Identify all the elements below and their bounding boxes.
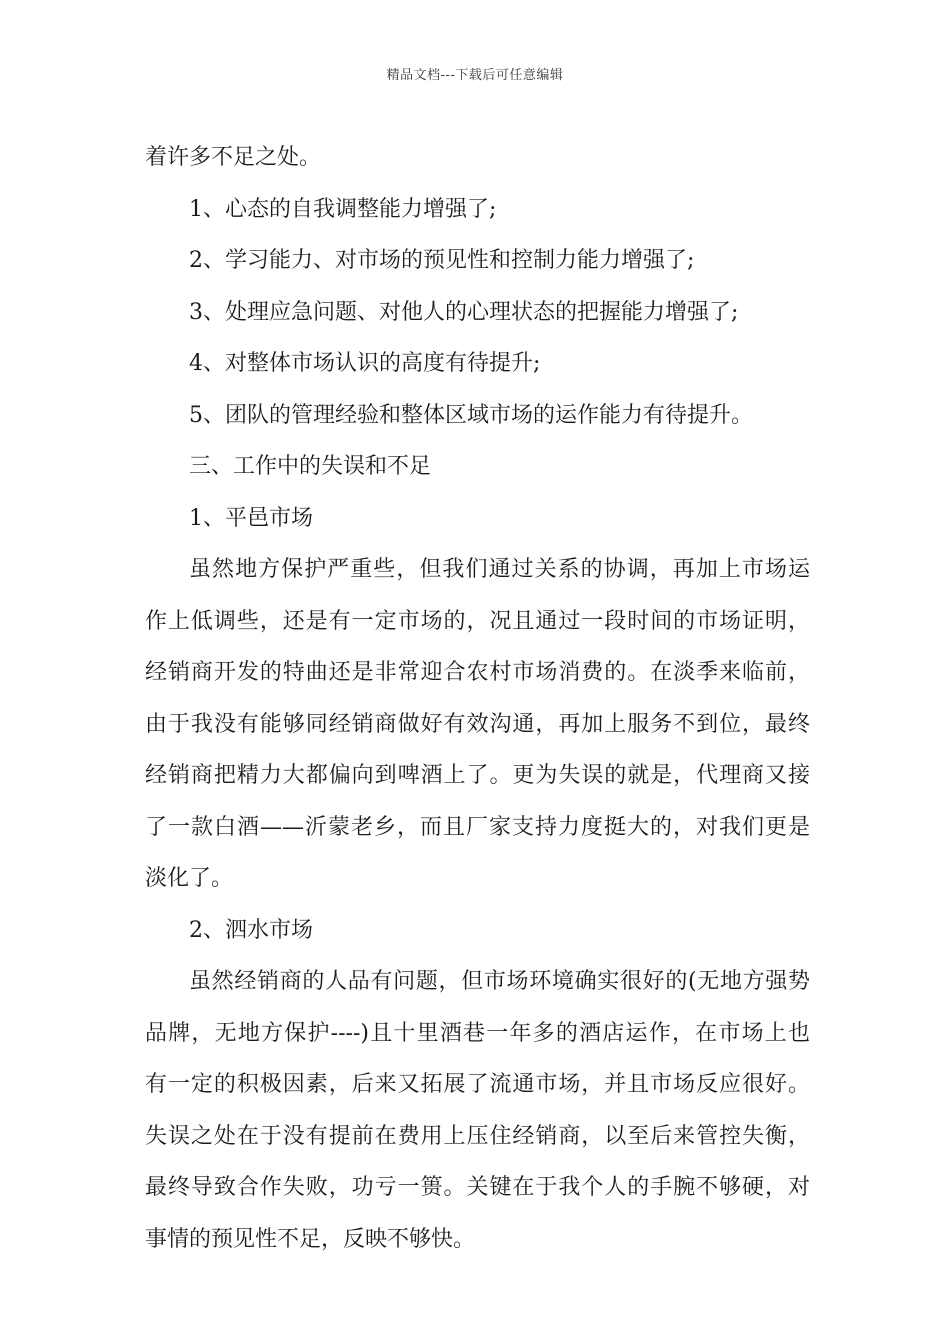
subsection-heading: 2、泗水市场: [189, 917, 313, 943]
paragraph-line: 虽然地方保护严重些，但我们通过关系的协调，再加上市场运: [189, 557, 810, 582]
document-body: [145, 132, 810, 1265]
paragraph-line: 最终导致合作失败，功亏一篑。关键在于我个人的手腕不够硬，对: [145, 1175, 810, 1200]
list-item: 1、心态的自我调整能力增强了;: [189, 196, 497, 222]
list-item: 5、团队的管理经验和整体区域市场的运作能力有待提升。: [189, 402, 753, 428]
paragraph-line: 淡化了。: [145, 866, 234, 891]
paragraph-line: 有一定的积极因素，后来又拓展了流通市场，并且市场反应很好。: [145, 1072, 810, 1097]
paragraph-line: 了一款白酒——沂蒙老乡，而且厂家支持力度挺大的，对我们更是: [145, 814, 810, 840]
paragraph-line: 作上低调些，还是有一定市场的，况且通过一段时间的市场证明，: [145, 608, 810, 634]
paragraph-line: 品牌，无地方保护----)且十里酒巷一年多的酒店运作，在市场上也: [145, 1020, 810, 1046]
paragraph-line: 虽然经销商的人品有问题，但市场环境确实很好的(无地方强势: [189, 969, 810, 994]
paragraph-line: 经销商把精力大都偏向到啤酒上了。更为失误的就是，代理商又接: [145, 763, 810, 788]
paragraph-line: 事情的预见性不足，反映不够快。: [145, 1226, 476, 1252]
list-item: 4、对整体市场认识的高度有待提升;: [189, 351, 541, 376]
section-heading: 三、工作中的失误和不足: [189, 454, 432, 479]
subsection-heading: 1、平邑市场: [189, 505, 313, 531]
list-item: 3、处理应急问题、对他人的心理状态的把握能力增强了;: [189, 299, 739, 325]
paragraph-line: 由于我没有能够同经销商做好有效沟通，再加上服务不到位，最终: [145, 711, 810, 737]
page-header: 精品文档---下载后可任意编辑: [386, 68, 564, 83]
paragraph-line: 失误之处在于没有提前在费用上压住经销商，以至后来管控失衡，: [145, 1123, 810, 1149]
list-item: 2、学习能力、对市场的预见性和控制力能力增强了;: [189, 248, 695, 273]
paragraph-line: 着许多不足之处。: [145, 145, 322, 170]
paragraph-line: 经销商开发的特曲还是非常迎合农村市场消费的。在淡季来临前，: [145, 660, 810, 685]
